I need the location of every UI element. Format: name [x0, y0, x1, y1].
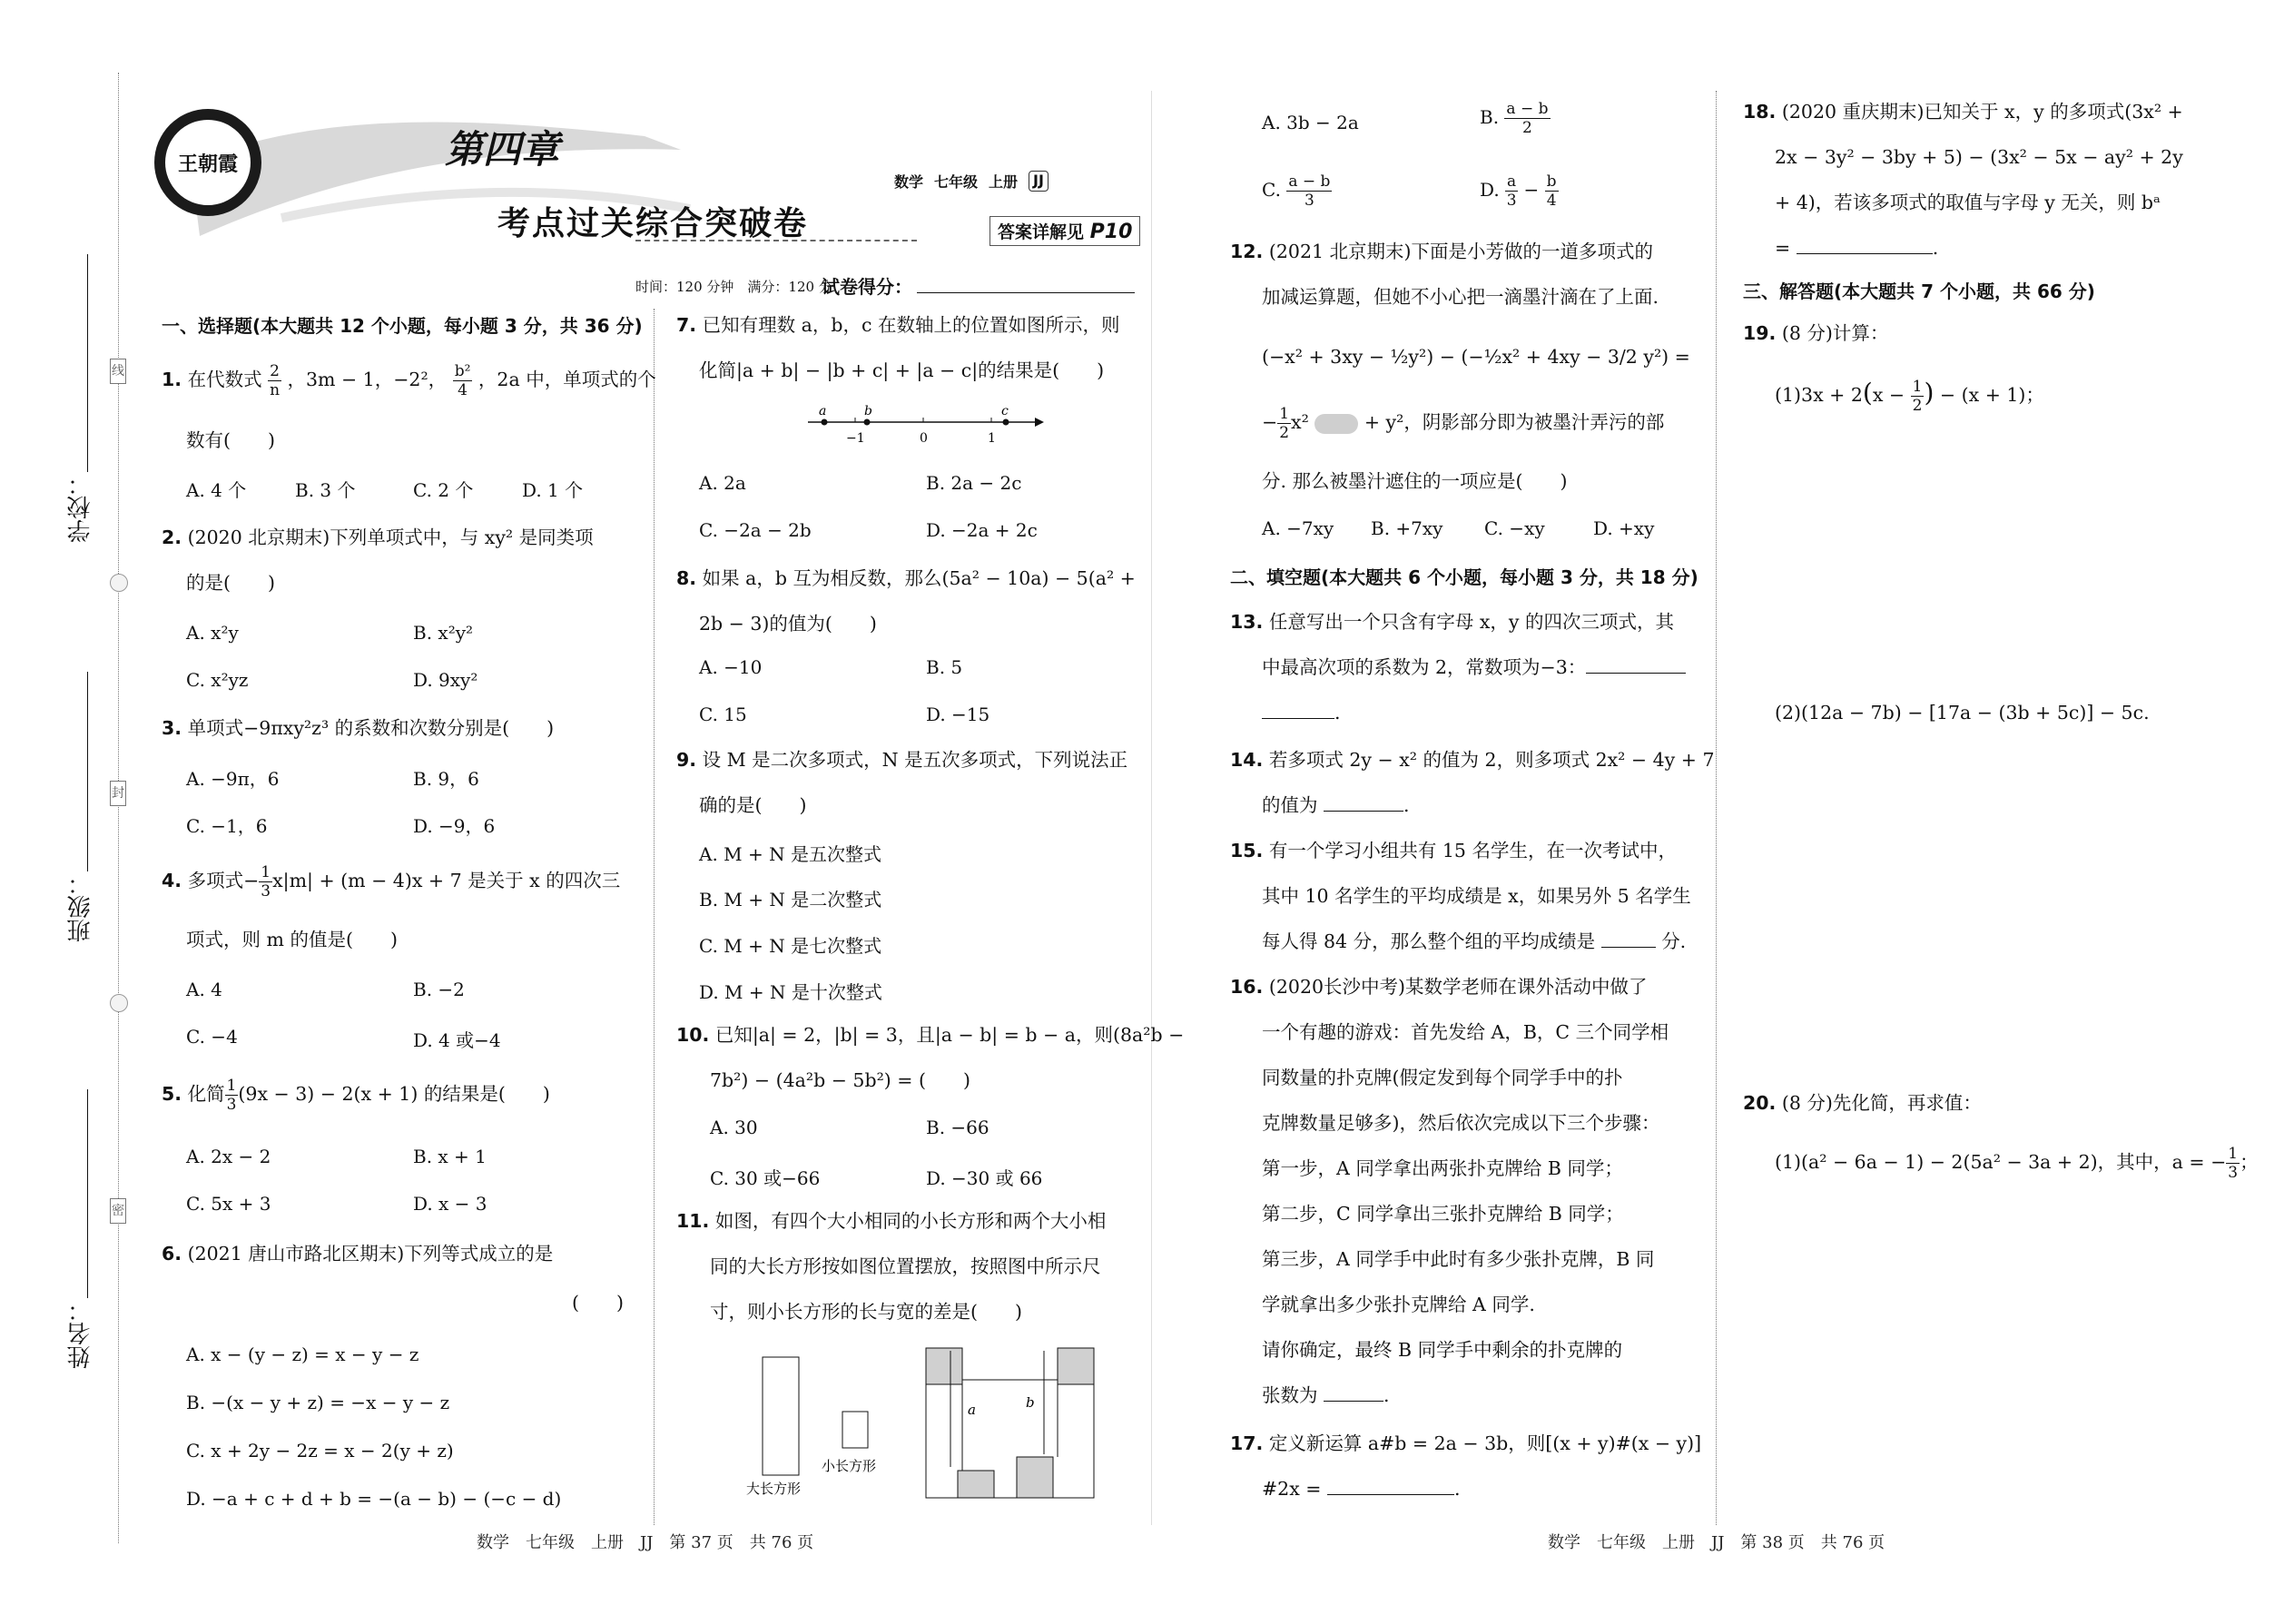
question-text: 数有( ) [186, 429, 275, 451]
option-d[interactable]: D. 1 个 [522, 479, 584, 501]
denominator: 4 [1546, 192, 1557, 210]
numerator: a − b [1506, 100, 1549, 118]
question-text: (2021 北京期末)下面是小芳做的一道多项式的 [1268, 241, 1654, 262]
seal-mark-seal: 封 [110, 781, 126, 806]
column-separator [654, 309, 655, 1525]
question-text: ，2a 中，单项式的个 [478, 369, 656, 390]
numerator: 2 [270, 362, 280, 380]
question-text [1262, 690, 1341, 735]
question-text: (2020 北京期末)下列单项式中，与 xy² 是同类项 [187, 527, 594, 548]
numerator: 1 [226, 1077, 237, 1095]
school-label: 学校： [67, 472, 94, 543]
question-text: 若多项式 2y − x² 的值为 2，则多项式 2x² − 4y + 7 [1268, 749, 1715, 771]
question-text: 2x − 3y² − 3by + 5) − (3x² − 5x − ay² + 2y [1775, 146, 2183, 168]
question-text: 每人得 84 分，那么整个组的平均成绩是 [1262, 930, 1596, 952]
question-text: 设 M 是二次多项式，N 是五次多项式，下列说法正 [702, 749, 1128, 771]
question-3 [162, 705, 554, 751]
fraction [1911, 378, 1925, 415]
denominator: 3 [261, 882, 271, 901]
fraction [1286, 172, 1332, 210]
question-20 [1743, 1080, 1982, 1126]
denominator: 3 [2228, 1164, 2239, 1182]
question-text: ，3m − 1，−2²， [287, 369, 448, 390]
question-text: 化简|a + b| − |b + c| + |a − c|的结果是( ) [699, 359, 1105, 381]
option-letter: B. [1480, 106, 1500, 128]
numerator: a [1507, 172, 1517, 191]
option-b[interactable]: B. 9，6 [413, 768, 479, 790]
question-12 [1230, 229, 1653, 274]
answer-blank[interactable] [1586, 656, 1686, 674]
question-text: 已知有理数 a，b，c 在数轴上的位置如图所示，则 [702, 314, 1120, 336]
rectangles-figure [735, 1343, 1098, 1511]
numerator: a − b [1288, 172, 1331, 191]
punch-hole-icon [110, 994, 128, 1012]
question-text: 7b²) − (4a²b − 5b²) = ( ) [710, 1069, 970, 1091]
answer-ref-page: P10 [1089, 221, 1133, 243]
publisher-logo [154, 109, 261, 216]
option-a[interactable]: A. 2a [699, 472, 746, 494]
option-d[interactable]: D. −a + c + d + b = −(a − b) − (−c − d) [186, 1488, 562, 1510]
answer-blank[interactable] [1601, 930, 1656, 948]
question-number: 5. [162, 1083, 182, 1105]
question-text: 同数量的扑克牌(假定发到每个同学手中的扑 [1262, 1067, 1623, 1088]
period: . [1334, 702, 1341, 723]
numerator: 1 [1279, 405, 1290, 423]
question-number: 16. [1230, 976, 1264, 998]
sub-question-1: (1)3x + 2(x − $\frac{1}{2}$ ) − (x + 1)； [1775, 378, 2044, 415]
denominator: 3 [1506, 192, 1517, 210]
score-blank[interactable] [917, 292, 1135, 293]
option-b[interactable]: B. −2 [413, 979, 465, 1000]
expression: (1)3x + 2 [1775, 384, 1863, 406]
denominator: 2 [1912, 397, 1923, 415]
question-text: 单项式−9πxy²z³ 的系数和次数分别是( ) [187, 717, 555, 739]
question-text [1262, 399, 1664, 445]
question-text: 的是( ) [186, 572, 275, 594]
option-c[interactable]: C. M + N 是七次整式 [699, 935, 882, 957]
question-text: x|m| + (m − 4)x + 7 是关于 x 的四次三 [272, 870, 621, 891]
fraction [225, 1077, 239, 1114]
fraction [259, 863, 272, 901]
denominator: 2 [1522, 119, 1532, 137]
numerator: 1 [1912, 378, 1923, 396]
subject-tag: 数学 [894, 173, 924, 191]
answer-paren[interactable]: ( ) [572, 1292, 624, 1314]
question-text: 的值为 [1262, 794, 1318, 816]
option-a[interactable]: A. 4 个 [186, 479, 247, 501]
option-a[interactable]: A. M + N 是五次整式 [699, 843, 881, 865]
question-text: + y²，阴影部分即为被墨汁弄污的部 [1364, 411, 1665, 433]
question-text: 克牌数量足够多)，然后依次完成以下三个步骤： [1262, 1112, 1660, 1134]
question-text: 第一步，A 同学拿出两张扑克牌给 B 同学； [1262, 1157, 1623, 1179]
question-13 [1230, 599, 1674, 645]
question-text [1262, 1466, 1461, 1511]
question-number: 17. [1230, 1432, 1264, 1454]
fraction [453, 362, 473, 399]
question-text [1775, 225, 1938, 271]
option-d[interactable]: D. −30 或 66 [926, 1167, 1043, 1189]
question-text: (8 分)先化简，再求值： [1781, 1092, 1982, 1114]
option-c[interactable]: C. x²yz [186, 669, 249, 691]
question-number: 12. [1230, 241, 1264, 262]
logo-text: 王朝霞 [177, 152, 238, 176]
question-17 [1230, 1421, 1701, 1466]
question-text: 第二步，C 同学拿出三张扑克牌给 B 同学； [1262, 1203, 1624, 1225]
label-small-rectangle: 小长方形 [822, 1458, 877, 1474]
question-15 [1230, 828, 1677, 873]
question-number: 20. [1743, 1092, 1777, 1114]
option-c[interactable]: C. −2a − 2b [699, 519, 812, 541]
question-8 [676, 556, 1136, 601]
option-c[interactable]: C. 2 个 [413, 479, 474, 501]
fraction [2226, 1145, 2240, 1182]
question-text: (2020 重庆期末)已知关于 x，y 的多项式(3x² + [1781, 101, 2183, 123]
question-text: 定义新运算 a#b = 2a − 3b，则[(x + y)#(x − y)] [1268, 1432, 1702, 1454]
question-16 [1230, 964, 1648, 1009]
question-text: 第三步，A 同学手中此时有多少张扑克牌，B 同 [1262, 1248, 1655, 1270]
fraction [1277, 405, 1291, 442]
option-c[interactable]: C. x + 2y − 2z = x − 2(y + z) [186, 1440, 454, 1462]
question-text: (9x − 3) − 2(x + 1) 的结果是( ) [238, 1083, 550, 1105]
question-11 [676, 1198, 1106, 1244]
numerator: 1 [2228, 1145, 2239, 1163]
question-text: 在代数式 [187, 369, 262, 390]
question-text [1262, 919, 1686, 964]
question-6 [162, 1231, 553, 1276]
question-text: 任意写出一个只含有字母 x，y 的四次三项式，其 [1268, 611, 1675, 633]
term: x² [1291, 411, 1309, 433]
subject-tags [894, 171, 1049, 192]
option-c[interactable]: C. −4 [186, 1026, 238, 1048]
option-d[interactable]: D. 9xy² [413, 669, 478, 691]
dimension-label-a: a [968, 1402, 976, 1418]
option-d[interactable]: D. x − 3 [413, 1193, 487, 1215]
option-c[interactable]: C. 15 [699, 704, 747, 725]
volume-tag: 上册 [989, 173, 1019, 191]
column-separator [1716, 91, 1717, 1525]
question-1 [162, 357, 656, 402]
question-text: 加减运算题，但她不小心把一滴墨汁滴在了上面. [1262, 286, 1659, 308]
option-a[interactable]: A. 4 [186, 979, 222, 1000]
question-text: (2021 唐山市路北区期末)下列等式成立的是 [187, 1243, 554, 1265]
question-number: 10. [676, 1024, 710, 1046]
numerator: b² [454, 362, 471, 380]
option-c[interactable] [1262, 172, 1332, 210]
question-text: (2020长沙中考)某数学老师在课外活动中做了 [1268, 976, 1648, 998]
fraction [1505, 172, 1518, 210]
fraction [268, 362, 281, 399]
option-b[interactable]: B. x²y² [413, 622, 474, 644]
tick-label: −1 [846, 431, 865, 446]
question-text: 中最高次项的系数为 2，常数项为−3： [1262, 656, 1587, 678]
question-text: 有一个学习小组共有 15 名学生，在一次考试中， [1268, 840, 1677, 861]
tick-label: 1 [988, 431, 996, 446]
section-title-choice: 一、选择题(本大题共 12 个小题，每小题 3 分，共 36 分) [162, 315, 643, 337]
option-letter: D. [1480, 179, 1500, 201]
option-a[interactable]: A. −10 [699, 656, 763, 678]
option-b[interactable]: B. x + 1 [413, 1146, 487, 1167]
seal-mark-secret: 密 [110, 1198, 126, 1224]
option-b[interactable] [1480, 100, 1551, 137]
chapter-title: 第四章 [445, 127, 560, 172]
question-10 [676, 1012, 1184, 1058]
question-number: 7. [676, 314, 697, 336]
denominator: 2 [1279, 424, 1290, 442]
dimension-label-b: b [1026, 1394, 1035, 1411]
question-text: 如果 a，b 互为相反数，那么(5a² − 10a) − 5(a² + [702, 567, 1136, 589]
axis-label-a: a [819, 404, 827, 418]
question-number: 3. [162, 717, 182, 739]
option-a[interactable]: A. x − (y − z) = x − y − z [186, 1343, 419, 1365]
page-footer-left: 数学 七年级 上册 JJ 第 37 页 共 76 页 [477, 1533, 814, 1552]
question-text: 请你确定，最终 B 同学手中剩余的扑克牌的 [1262, 1339, 1623, 1361]
denominator: 3 [1304, 192, 1314, 210]
option-d[interactable]: D. −9，6 [413, 815, 496, 837]
question-text: + 4)，若该多项式的取值与字母 y 无关，则 bᵃ [1775, 192, 2161, 213]
denominator: n [270, 381, 281, 399]
numerator: b [1546, 172, 1557, 191]
question-text: 项式，则 m 的值是( ) [186, 929, 398, 950]
question-number: 11. [676, 1210, 710, 1232]
seal-mark-line: 线 [110, 359, 126, 384]
question-text: (−x² + 3xy − ½y²) − (−½x² + 4xy − 3/2 y²) = [1262, 346, 1690, 368]
option-c[interactable]: C. 30 或−66 [710, 1167, 821, 1189]
unit: 分. [1661, 930, 1687, 952]
sub-question-1 [1775, 1139, 2259, 1185]
option-c[interactable]: C. 5x + 3 [186, 1193, 271, 1215]
edition-tag: JJ [1029, 171, 1049, 192]
question-text: (8 分)计算： [1781, 322, 1889, 344]
answer-reference [989, 216, 1140, 246]
question-number: 9. [676, 749, 697, 771]
name-blank[interactable] [87, 1089, 88, 1298]
question-number: 8. [676, 567, 697, 589]
equals-sign: = [1775, 237, 1791, 259]
option-b[interactable]: B. M + N 是二次整式 [699, 889, 882, 910]
option-a[interactable]: A. 30 [710, 1117, 758, 1138]
answer-blank[interactable] [1324, 794, 1403, 812]
title-underline [635, 240, 917, 241]
question-text: 如图，有四个大小相同的小长方形和两个大小相 [714, 1210, 1107, 1232]
option-b[interactable]: B. 5 [926, 656, 963, 678]
score-label: 试卷得分： [822, 276, 912, 298]
question-text: 2b − 3)的值为( ) [699, 613, 877, 635]
option-d[interactable]: D. −15 [926, 704, 990, 725]
option-a[interactable]: A. x²y [186, 622, 239, 644]
label-big-rectangle: 大长方形 [746, 1481, 802, 1497]
punctuation: ； [2240, 1151, 2259, 1173]
time-info: 时间：120 分钟 满分：120 分 [635, 279, 832, 295]
question-number: 2. [162, 527, 182, 548]
option-b[interactable]: B. 3 个 [295, 479, 356, 501]
option-b[interactable]: B. −66 [926, 1117, 989, 1138]
option-d[interactable]: D. $\frac{a}{3}$ − $\frac{b}{4}$ [1480, 172, 1557, 210]
option-d[interactable]: D. +xy [1593, 517, 1655, 539]
question-text: 同的大长方形按如图位置摆放，按照图中所示尺 [710, 1255, 1101, 1277]
answer-blank[interactable] [1797, 237, 1933, 254]
question-text: #2x = [1262, 1478, 1322, 1500]
question-9 [676, 737, 1127, 782]
option-letter: C. [1262, 179, 1281, 201]
name-label: 姓名： [67, 1298, 94, 1369]
question-text: 确的是( ) [699, 794, 807, 816]
option-c[interactable]: C. −1，6 [186, 815, 268, 837]
question-text: 分. 那么被墨汁遮住的一项应是( ) [1262, 470, 1568, 492]
minus-sign: − [1262, 411, 1278, 433]
question-number: 18. [1743, 101, 1777, 123]
expression: − (x + 1)； [1939, 384, 2044, 406]
option-b[interactable]: B. −(x − y + z) = −x − y − z [186, 1392, 450, 1413]
option-a[interactable]: A. 3b − 2a [1262, 112, 1359, 133]
option-d[interactable]: D. M + N 是十次整式 [699, 981, 882, 1003]
option-a[interactable]: A. −7xy [1262, 517, 1334, 539]
numerator: 1 [261, 863, 271, 881]
question-19 [1743, 310, 1888, 356]
option-a[interactable]: A. −9π，6 [186, 768, 280, 790]
answer-ref-label: 答案详解见 [998, 222, 1085, 242]
question-text [1262, 645, 1686, 690]
question-number: 6. [162, 1243, 182, 1265]
question-number: 1. [162, 369, 182, 390]
question-text [1262, 782, 1410, 828]
period: . [1403, 794, 1410, 816]
question-18 [1743, 89, 2183, 134]
answer-blank[interactable] [1262, 702, 1334, 719]
punch-hole-icon [110, 574, 128, 592]
fraction [1545, 172, 1559, 210]
question-4 [162, 858, 620, 903]
grade-tag: 七年级 [934, 173, 979, 191]
number-line-figure [799, 404, 1062, 453]
question-text: 张数为 [1262, 1384, 1318, 1406]
ink-blot [1314, 414, 1358, 434]
question-text [1262, 1373, 1390, 1418]
question-number: 15. [1230, 840, 1264, 861]
answer-blank[interactable] [1327, 1478, 1454, 1495]
option-b[interactable]: B. 2a − 2c [926, 472, 1022, 494]
option-c[interactable]: C. −xy [1484, 517, 1545, 539]
question-5 [162, 1071, 550, 1117]
tick-label: 0 [920, 431, 928, 446]
question-2 [162, 515, 594, 560]
answer-blank[interactable] [1324, 1384, 1383, 1402]
page-footer-right: 数学 七年级 上册 JJ 第 38 页 共 76 页 [1548, 1533, 1885, 1552]
period: . [1454, 1478, 1461, 1500]
section-title-solve: 三、解答题(本大题共 7 个小题，共 66 分) [1743, 281, 2095, 302]
option-a[interactable]: A. 2x − 2 [186, 1146, 271, 1167]
question-text: 化简 [187, 1083, 225, 1105]
question-text: 多项式− [187, 870, 260, 891]
option-d[interactable]: D. −2a + 2c [926, 519, 1038, 541]
fraction [1504, 100, 1550, 137]
paper-title: 考点过关综合突破卷 [497, 204, 809, 242]
section-title-fill: 二、填空题(本大题共 6 个小题，每小题 3 分，共 18 分) [1230, 566, 1698, 588]
period: . [1932, 237, 1939, 259]
axis-label-b: b [864, 404, 872, 418]
axis-label-c: c [1001, 404, 1009, 418]
page-center-separator [1151, 91, 1152, 1525]
question-number: 13. [1230, 611, 1264, 633]
question-text: 一个有趣的游戏：首先发给 A，B，C 三个同学相 [1262, 1021, 1669, 1043]
question-text: 其中 10 名学生的平均成绩是 x，如果另外 5 名学生 [1262, 885, 1691, 907]
denominator: 3 [226, 1096, 237, 1114]
sub-question-2: (2)(12a − 7b) − [17a − (3b + 5c)] − 5c. [1775, 702, 2150, 723]
question-number: 19. [1743, 322, 1777, 344]
option-b[interactable]: B. +7xy [1371, 517, 1443, 539]
period: . [1383, 1384, 1390, 1406]
question-text: 寸，则小长方形的长与宽的差是( ) [710, 1301, 1022, 1323]
question-text: 学就拿出多少张扑克牌给 A 同学. [1262, 1294, 1535, 1315]
option-d[interactable]: D. 4 或−4 [413, 1029, 501, 1051]
question-7 [676, 302, 1119, 348]
question-text: 已知|a| = 2，|b| = 3，且|a − b| = b − a，则(8a²b − [714, 1024, 1185, 1046]
binding-dotted-line [118, 73, 119, 1543]
school-blank[interactable] [87, 254, 88, 472]
question-number: 4. [162, 870, 182, 891]
class-blank[interactable] [87, 672, 88, 871]
denominator: 4 [458, 381, 468, 399]
expression: (1)(a² − 6a − 1) − 2(5a² − 3a + 2)，其中，a = − [1775, 1151, 2227, 1173]
question-number: 14. [1230, 749, 1264, 771]
class-label: 班级： [67, 871, 94, 942]
question-14 [1230, 737, 1715, 782]
